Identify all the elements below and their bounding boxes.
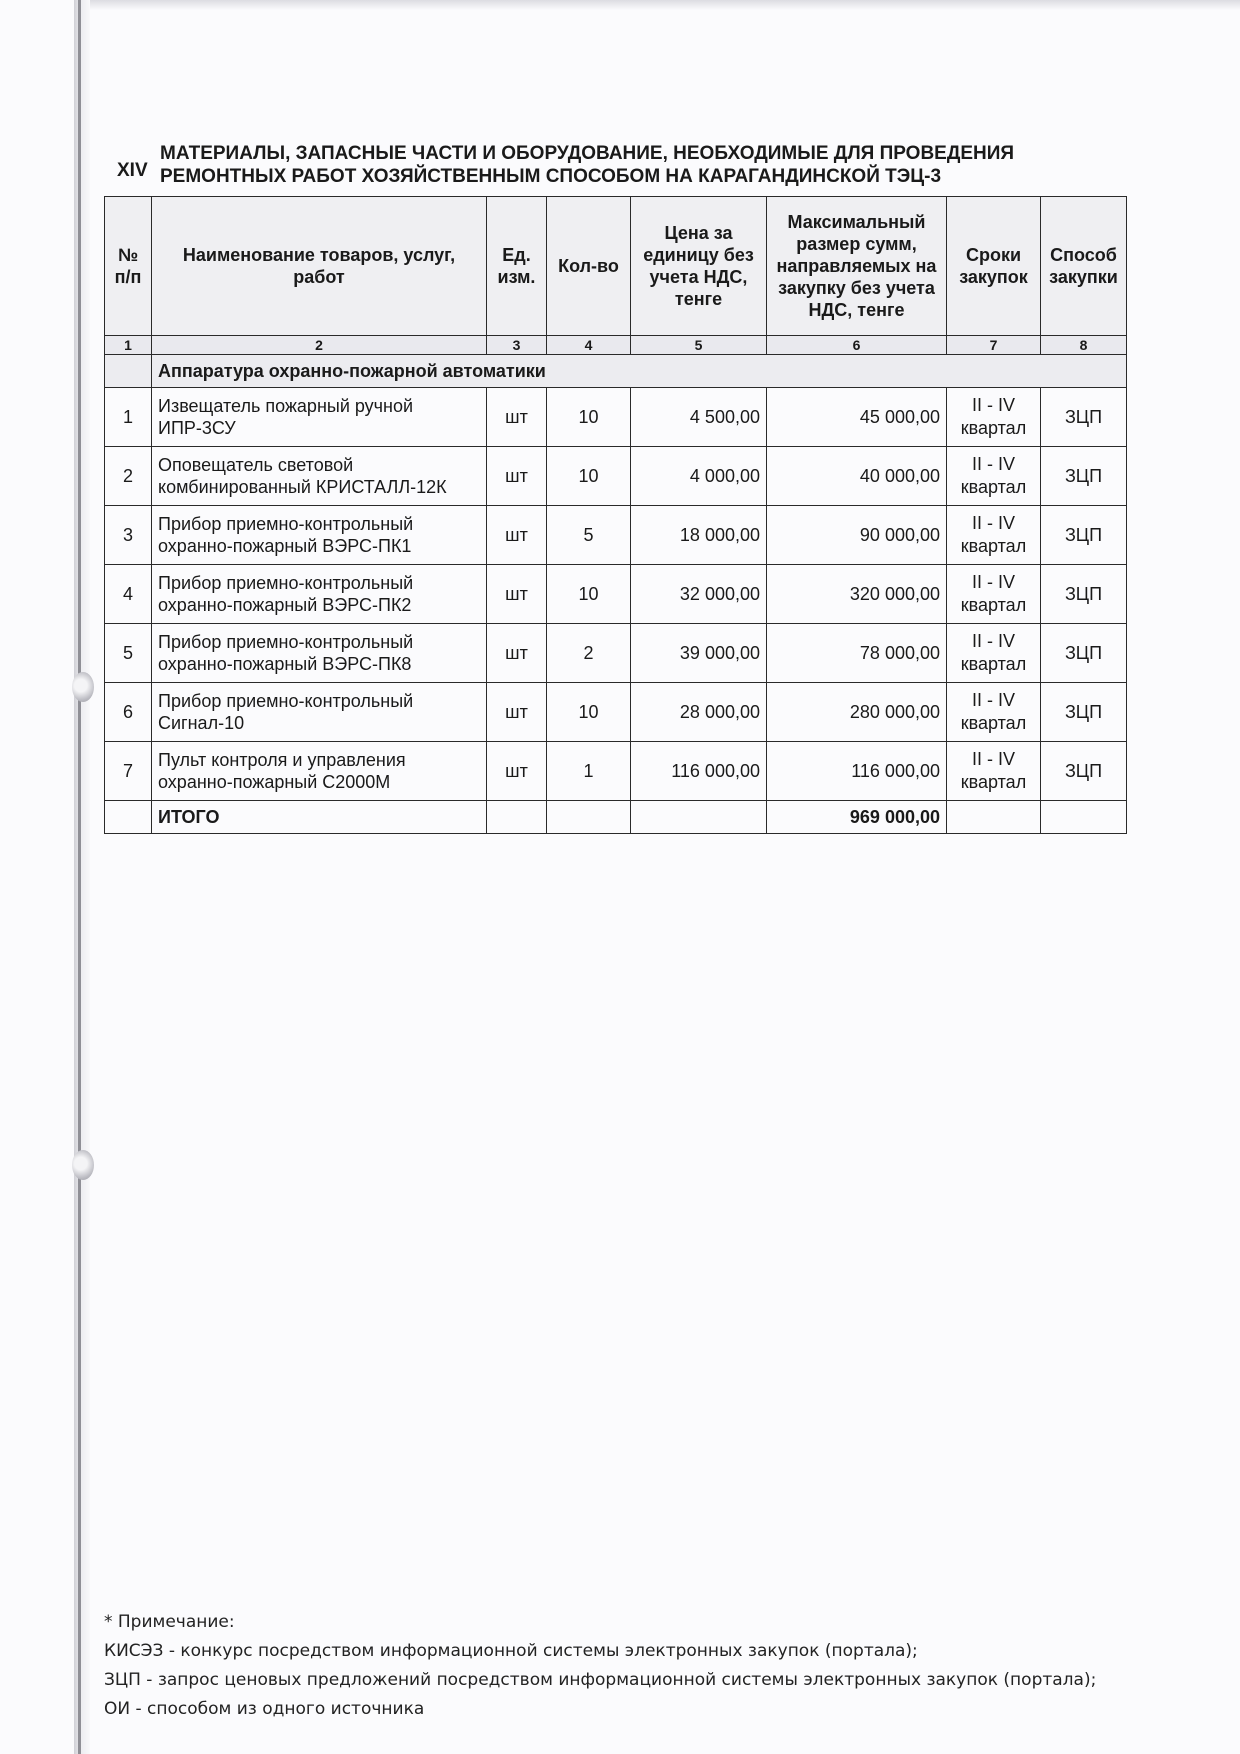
item-sum: 78 000,00 [767,624,947,683]
item-name-line: Прибор приемно-контрольный [158,632,414,652]
period-line: квартал [960,713,1027,733]
table-row [105,388,1127,447]
item-unit: шт [487,624,547,683]
row-number: 5 [105,624,152,683]
period-line: квартал [960,595,1027,615]
item-name-line: охранно-пожарный С2000М [158,772,391,792]
note-line: ОИ - способом из одного источника [104,1699,425,1719]
item-sum: 320 000,00 [767,565,947,624]
binding-edge [74,0,90,1754]
item-period [947,506,1041,565]
row-number: 7 [105,742,152,801]
item-method: ЗЦП [1041,506,1127,565]
item-price: 116 000,00 [631,742,767,801]
period-line: II - IV [971,454,1015,474]
section-title [160,142,1120,188]
period-line: II - IV [971,513,1015,533]
scan-top-shadow [74,0,1240,10]
period-line: квартал [960,654,1027,674]
note-line: ЗЦП - запрос ценовых предложений посредством информационной системы электронных закупок (портала); [104,1670,1097,1690]
item-quantity: 10 [547,388,631,447]
column-number: 2 [152,336,487,355]
total-empty-cell [1041,801,1127,834]
item-name-line: охранно-пожарный ВЭРС-ПК1 [158,536,412,556]
section-title-line: МАТЕРИАЛЫ, ЗАПАСНЫЕ ЧАСТИ И ОБОРУДОВАНИЕ, НЕОБХОДИМЫЕ ДЛЯ ПРОВЕДЕНИЯ [160,143,1015,164]
item-name-line: Оповещатель световой [158,455,354,475]
item-name-line: Прибор приемно-контрольный [158,573,414,593]
item-unit: шт [487,447,547,506]
item-period [947,683,1041,742]
column-number: 6 [767,336,947,355]
item-method: ЗЦП [1041,565,1127,624]
item-quantity: 2 [547,624,631,683]
item-name [152,742,487,801]
header-cell: Сроки закупок [947,197,1041,336]
item-quantity: 10 [547,565,631,624]
header-cell: Наименование товаров, услуг, работ [152,197,487,336]
total-row [105,801,1127,834]
item-unit: шт [487,388,547,447]
punch-hole [72,1150,94,1180]
item-name-line: Прибор приемно-контрольный [158,691,414,711]
item-period [947,447,1041,506]
period-line: II - IV [971,572,1015,592]
item-sum: 116 000,00 [767,742,947,801]
item-method: ЗЦП [1041,683,1127,742]
period-line: квартал [960,772,1027,792]
item-sum: 45 000,00 [767,388,947,447]
period-line: квартал [960,536,1027,556]
table-row [105,506,1127,565]
table-row [105,742,1127,801]
binding-line [78,0,81,1754]
period-line: II - IV [971,690,1015,710]
item-unit: шт [487,565,547,624]
item-method: ЗЦП [1041,742,1127,801]
column-number: 4 [547,336,631,355]
note-heading: * Примечание: [104,1612,235,1632]
item-period [947,742,1041,801]
item-name [152,624,487,683]
item-name-line: комбинированный КРИСТАЛЛ-12К [158,477,447,497]
period-line: II - IV [971,631,1015,651]
item-period [947,565,1041,624]
item-name [152,506,487,565]
column-number: 3 [487,336,547,355]
header-cell: Максимальный размер сумм, направляемых на закупку без учета НДС, тенге [767,197,947,336]
item-name-line: Сигнал-10 [158,713,245,733]
period-line: II - IV [971,749,1015,769]
item-price: 4 000,00 [631,447,767,506]
item-name-line: охранно-пожарный ВЭРС-ПК8 [158,654,412,674]
group-empty-cell [105,355,152,388]
column-number: 5 [631,336,767,355]
item-method: ЗЦП [1041,447,1127,506]
item-method: ЗЦП [1041,388,1127,447]
group-row [105,355,1127,388]
section-title-line: РЕМОНТНЫХ РАБОТ ХОЗЯЙСТВЕННЫМ СПОСОБОМ НА КАРАГАНДИНСКОЙ ТЭЦ-3 [160,166,942,187]
item-sum: 40 000,00 [767,447,947,506]
punch-hole [72,672,94,702]
table-row [105,683,1127,742]
period-line: II - IV [971,395,1015,415]
item-sum: 90 000,00 [767,506,947,565]
note-line: КИСЭЗ - конкурс посредством информационной системы электронных закупок (портала); [104,1641,918,1661]
item-quantity: 1 [547,742,631,801]
row-number: 3 [105,506,152,565]
item-period [947,388,1041,447]
item-unit: шт [487,683,547,742]
item-unit: шт [487,506,547,565]
table-row [105,565,1127,624]
total-empty-cell [947,801,1041,834]
item-name-line: Пульт контроля и управления [158,750,406,770]
header-cell: Способ закупки [1041,197,1127,336]
table-header-row [105,197,1127,336]
item-name [152,388,487,447]
column-number-row [105,336,1127,355]
item-unit: шт [487,742,547,801]
footnotes [104,1608,1096,1724]
header-cell: Цена за единицу без учета НДС, тенге [631,197,767,336]
item-sum: 280 000,00 [767,683,947,742]
item-price: 4 500,00 [631,388,767,447]
row-number: 1 [105,388,152,447]
item-name-line: Прибор приемно-контрольный [158,514,414,534]
item-price: 39 000,00 [631,624,767,683]
item-method: ЗЦП [1041,624,1127,683]
total-sum: 969 000,00 [767,801,947,834]
table-row [105,447,1127,506]
table-row [105,624,1127,683]
item-period [947,624,1041,683]
period-line: квартал [960,418,1027,438]
item-price: 32 000,00 [631,565,767,624]
total-empty-cell [487,801,547,834]
column-number: 1 [105,336,152,355]
item-name-line: ИПР-3СУ [158,418,236,438]
item-name-line: охранно-пожарный ВЭРС-ПК2 [158,595,412,615]
column-number: 8 [1041,336,1127,355]
procurement-table [104,196,1127,834]
total-empty-cell [547,801,631,834]
item-name-line: Извещатель пожарный ручной [158,396,414,416]
item-name [152,447,487,506]
item-quantity: 10 [547,683,631,742]
section-number: XIV [117,160,148,181]
total-empty-cell [105,801,152,834]
header-cell: Кол-во [547,197,631,336]
total-label: ИТОГО [152,801,487,834]
row-number: 2 [105,447,152,506]
period-line: квартал [960,477,1027,497]
total-empty-cell [631,801,767,834]
header-cell: Ед. изм. [487,197,547,336]
item-name [152,683,487,742]
item-price: 28 000,00 [631,683,767,742]
item-quantity: 5 [547,506,631,565]
row-number: 6 [105,683,152,742]
row-number: 4 [105,565,152,624]
header-cell: № п/п [105,197,152,336]
item-price: 18 000,00 [631,506,767,565]
item-name [152,565,487,624]
item-quantity: 10 [547,447,631,506]
column-number: 7 [947,336,1041,355]
group-title: Аппаратура охранно-пожарной автоматики [152,355,1127,388]
